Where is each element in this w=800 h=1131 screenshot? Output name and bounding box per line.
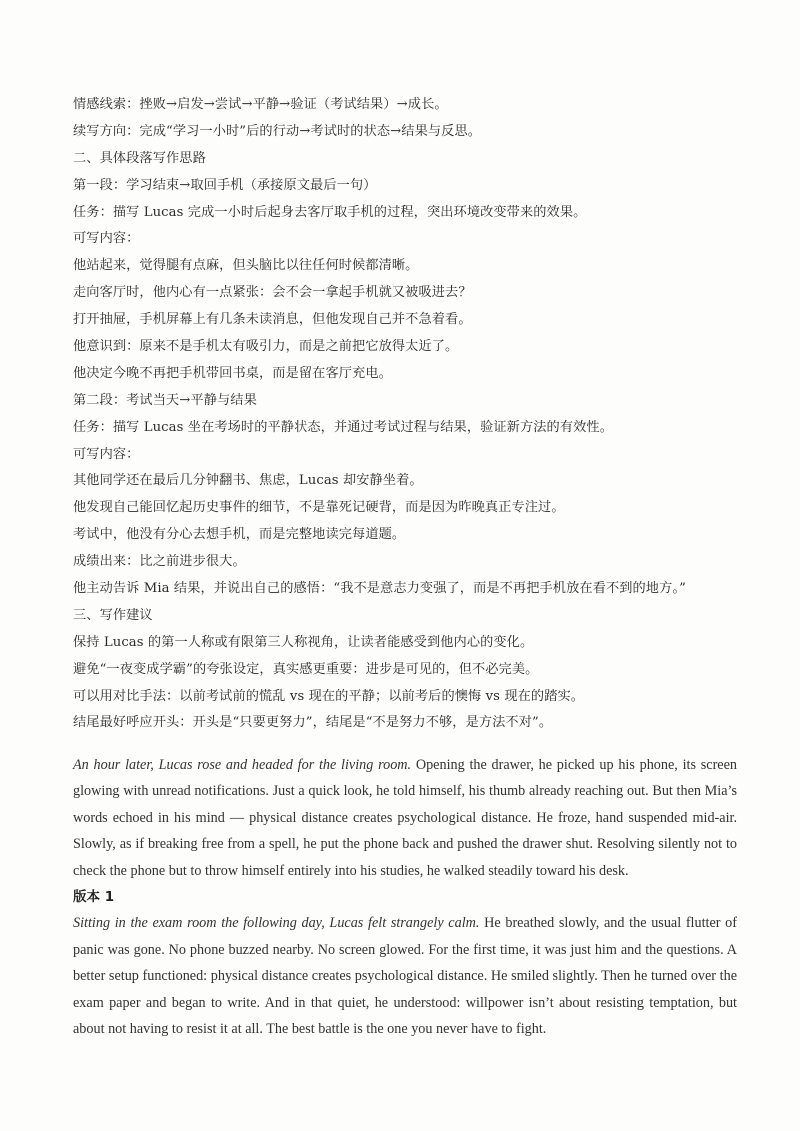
content-line: 考试中，他没有分心去想手机，而是完整地读完每道题。	[73, 527, 406, 543]
version-label: 版本 1	[73, 889, 115, 906]
paragraph-one-body: Opening the drawer, he picked up his phone, its screen glowing with unread notifications. Just a quick look, he told himself, his thumb already reaching out. But then Mia’s words echoed in his mind — physical distance creates psychological distance. He froze, hand suspended mid-air. Slowly, as if breaking free from a spell, he put the phone back and pushed the drawer shut. Resolving silently not to check the phone but to throw himself entirely into his studies, he walked steadily toward his desk.	[73, 757, 737, 879]
outline-section	[73, 92, 738, 737]
paragraph-two-heading: 第二段：考试当天→平静与结果	[73, 392, 257, 408]
content-line: 他站起来，觉得腿有点麻，但头脑比以往任何时候都清晰。	[73, 258, 419, 274]
content-line: 他决定今晚不再把手机带回书桌，而是留在客厅充电。	[73, 365, 392, 381]
paragraph-two-body: He breathed slowly, and the usual flutter of panic was gone. No phone buzzed nearby. No screen glowed. For the first time, it was just him and the questions. A better setup functioned: physical distance creates psychological distance. He smiled slightly. Then he turned over the exam paper and began to write. And in that quiet, he understood: willpower isn’t about resisting temptation, but about not having to resist it at all. The best battle is the one you never have to fight.	[73, 915, 737, 1038]
content-label: 可写内容：	[73, 446, 140, 462]
english-paragraph-two	[73, 910, 737, 1042]
paragraph-one-heading: 第一段：学习结束→取回手机（承接原文最后一句）	[73, 177, 377, 193]
content-line: 其他同学还在最后几分钟翻书、焦虑，Lucas 却安静坐着。	[73, 473, 423, 489]
english-section	[73, 752, 737, 1042]
suggestion-line: 可以用对比手法：以前考试前的慌乱 vs 现在的平静；以前考后的懊悔 vs 现在的踏实。	[73, 688, 585, 704]
paragraph-two-lead: Sitting in the exam room the following day, Lucas felt strangely calm.	[73, 915, 480, 932]
paragraph-one-lead: An hour later, Lucas rose and headed for the living room.	[73, 757, 412, 773]
content-line: 打开抽屉，手机屏幕上有几条未读消息，但他发现自己并不急着看。	[73, 312, 472, 328]
content-line: 成绩出来：比之前进步很大。	[73, 554, 246, 570]
section-heading: 三、写作建议	[73, 607, 153, 623]
content-line: 他发现自己能回忆起历史事件的细节，不是靠死记硬背，而是因为昨晚真正专注过。	[73, 500, 565, 516]
english-paragraph-one	[73, 752, 737, 884]
suggestion-line: 避免“一夜变成学霸”的夸张设定，真实感更重要：进步是可见的，但不必完美。	[73, 661, 539, 677]
suggestion-line: 保持 Lucas 的第一人称或有限第三人称视角，让读者能感受到他内心的变化。	[73, 634, 534, 650]
content-line: 他主动告诉 Mia 结果，并说出自己的感悟：“我不是意志力变强了，而是不再把手机放在看不到的地方。”	[73, 581, 686, 597]
section-heading: 二、具体段落写作思路	[73, 150, 206, 166]
content-line: 走向客厅时，他内心有一点紧张：会不会一拿起手机就又被吸进去？	[73, 285, 472, 301]
task-line: 任务：描写 Lucas 坐在考场时的平静状态，并通过考试过程与结果，验证新方法的有效性。	[73, 419, 613, 435]
content-line: 他意识到：原来不是手机太有吸引力，而是之前把它放得太近了。	[73, 339, 459, 355]
emotion-clue-line: 情感线索：挫败→启发→尝试→平静→验证（考试结果）→成长。	[73, 97, 448, 112]
continuation-direction-line: 续写方向：完成“学习一小时”后的行动→考试时的状态→结果与反思。	[73, 123, 482, 139]
content-label: 可写内容：	[73, 231, 140, 247]
suggestion-line: 结尾最好呼应开头：开头是“只要更努力”，结尾是“不是努力不够，是方法不对”。	[73, 715, 553, 731]
task-line: 任务：描写 Lucas 完成一小时后起身去客厅取手机的过程，突出环境改变带来的效果。	[73, 204, 587, 220]
